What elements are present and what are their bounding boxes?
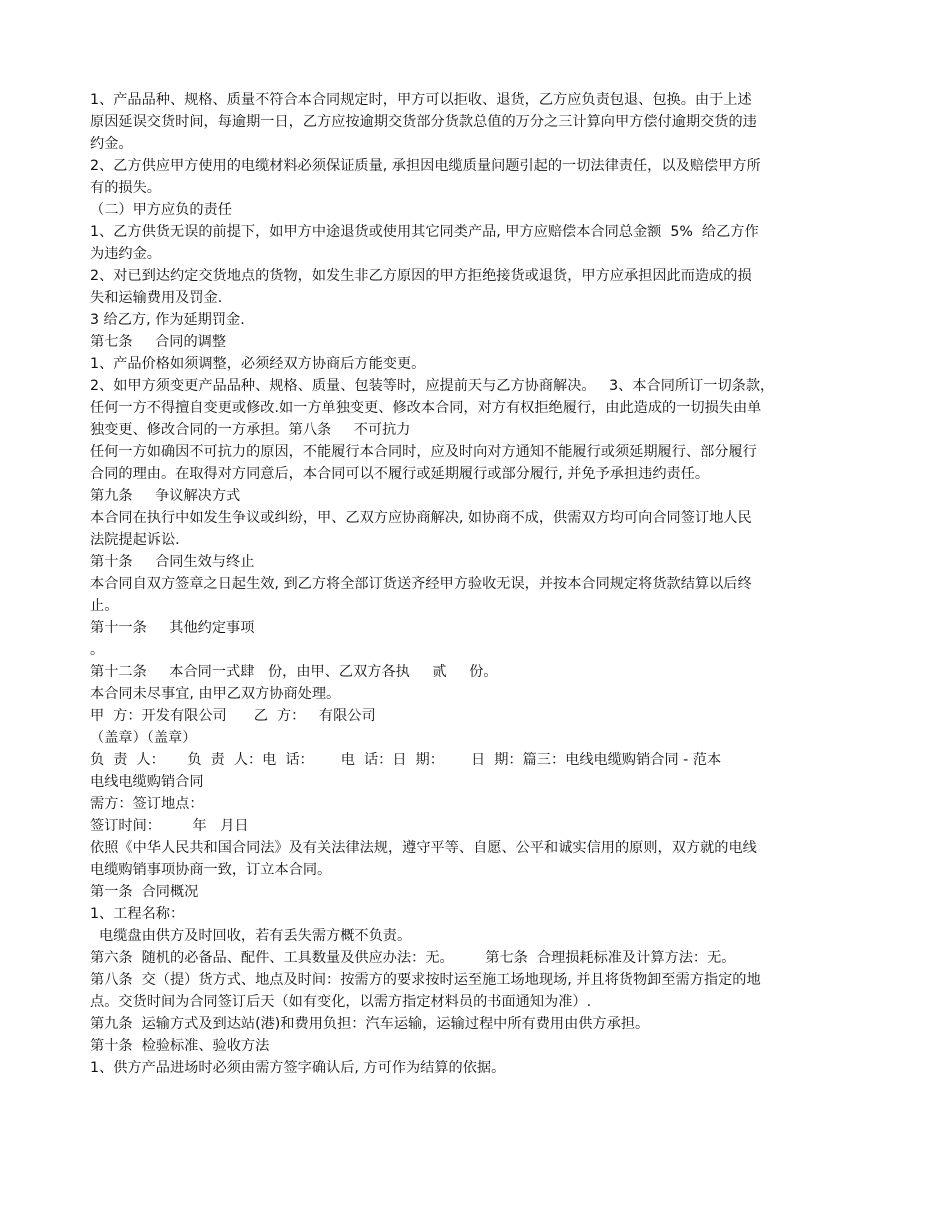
- text-line: 为违约金。: [90, 246, 161, 262]
- text-line: 任何一方如确因不可抗力的原因，不能履行本合同时，应及时向对方通知不能履行或须延期履行、部分履行: [90, 444, 757, 460]
- text-line: 有的损失。: [90, 180, 161, 196]
- article-heading: 第一条 合同概况: [90, 884, 199, 900]
- text-line: 2、乙方供应甲方使用的电缆材料必须保证质量, 承担因电缆质量问题引起的一切法律责任，以及赔偿甲方所: [90, 158, 761, 174]
- contract-title: 电线电缆购销合同: [90, 774, 204, 790]
- text-line: 第六条 随机的必备品、配件、工具数量及供应办法：无。 第七条 合理损耗标准及计算方法：无。: [90, 950, 736, 966]
- section-heading: （二）甲方应负的责任: [90, 202, 232, 218]
- text-line: 本合同在执行中如发生争议或纠纷，甲、乙双方应协商解决, 如协商不成，供需双方均可向合同签订地人民: [90, 510, 752, 526]
- signature-parties: 甲 方：开发有限公司 乙 方： 有限公司: [90, 708, 376, 724]
- text-line: 约金。: [90, 136, 133, 152]
- article-heading: 第十条 检验标准、验收方法: [90, 1038, 270, 1054]
- seal-line: （盖章）（盖章）: [90, 730, 197, 746]
- text-line: 独变更、修改合同的一方承担。第八条 不可抗力: [90, 422, 411, 438]
- article-heading: 第九条 争议解决方式: [90, 488, 241, 504]
- document-body: [90, 89, 865, 1079]
- text-line: 1、工程名称：: [90, 906, 185, 922]
- text-line: 依照《中华人民共和国合同法》及有关法律法规，遵守平等、自愿、公平和诚实信用的原则，双方就的电线: [90, 840, 757, 856]
- text-line: 3 给乙方, 作为延期罚金.: [90, 312, 245, 328]
- article-heading: 第十条 合同生效与终止: [90, 554, 255, 570]
- text-line: 第八条 交（提）货方式、地点及时间：按需方的要求按时运至施工场地现场, 并且将货物卸至需方指定的地: [90, 972, 761, 988]
- text-line: 止。: [90, 598, 119, 614]
- signature-fields: 负 责 人： 负 责 人：电 话： 电 话：日 期： 日 期：篇三：电线电缆购销合同 - 范本: [90, 752, 722, 768]
- text-line: 1、产品品种、规格、质量不符合本合同规定时，甲方可以拒收、退货，乙方应负责包退、包换。由于上述: [90, 92, 752, 108]
- text-line: 原因延误交货时间，每逾期一日，乙方应按逾期交货部分货款总值的万分之三计算向甲方偿付逾期交货的违: [90, 114, 757, 130]
- text-line: 任何一方不得擅自变更或修改.如一方单独变更、修改本合同，对方有权拒绝履行，由此造成的一切损失由单: [90, 400, 762, 416]
- article-heading: 第十二条 本合同一式肆 份，由甲、乙双方各执 贰 份。: [90, 664, 498, 680]
- text-line: 本合同未尽事宜, 由甲乙双方协商处理。: [90, 686, 341, 702]
- text-line: 。: [90, 642, 105, 658]
- text-line: 电缆盘由供方及时回收，若有丢失需方概不负责。: [90, 928, 412, 944]
- text-line: 1、供方产品进场时必须由需方签字确认后, 方可作为结算的依据。: [90, 1060, 506, 1076]
- text-line: 2、如甲方须变更产品品种、规格、质量、包装等时，应提前天与乙方协商解决。 3、本合同所订一切条款，: [90, 378, 775, 394]
- text-line: 1、乙方供货无误的前提下，如甲方中途退货或使用其它同类产品, 甲方应赔偿本合同总金额 5% 给乙方作: [90, 224, 759, 240]
- text-line: 本合同自双方签章之日起生效, 到乙方将全部订货送齐经甲方验收无误，并按本合同规定将货款结算以后终: [90, 576, 752, 592]
- text-line: 电缆购销事项协商一致，订立本合同。: [90, 862, 332, 878]
- text-line: 法院提起诉讼.: [90, 532, 180, 548]
- text-line: 失和运输费用及罚金.: [90, 290, 223, 306]
- text-line: 第九条 运输方式及到达站(港)和费用负担：汽车运输，运输过程中所有费用由供方承担。: [90, 1016, 650, 1032]
- article-heading: 第七条 合同的调整: [90, 334, 227, 350]
- text-line: 1、产品价格如须调整，必须经双方协商后方能变更。: [90, 356, 426, 372]
- text-line: 签订时间： 年 月日: [90, 818, 249, 834]
- text-line: 需方：签订地点：: [90, 796, 204, 812]
- text-line: 点。交货时间为合同签订后天（如有变化，以需方指定材料员的书面通知为准）.: [90, 994, 592, 1010]
- text-line: 合同的理由。在取得对方同意后，本合同可以不履行或延期履行或部分履行, 并免予承担违约责任。: [90, 466, 710, 482]
- article-heading: 第十一条 其他约定事项: [90, 620, 255, 636]
- text-line: 2、对已到达约定交货地点的货物，如发生非乙方原因的甲方拒绝接货或退货，甲方应承担因此而造成的损: [90, 268, 752, 284]
